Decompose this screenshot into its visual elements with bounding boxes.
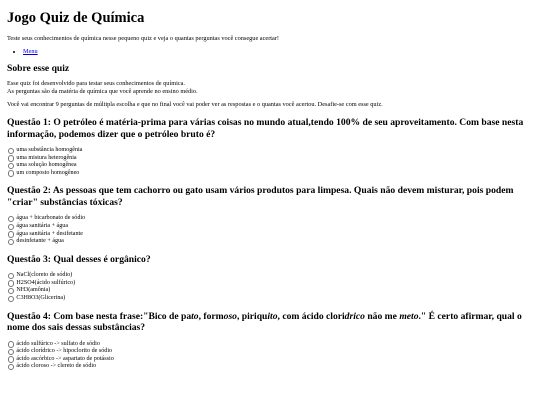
radio-button[interactable] <box>8 239 14 245</box>
intro-text: Teste seus conhecimentos de química nesse pequeno quiz e veja o quantas perguntas você consegue acertar! <box>7 35 280 42</box>
about-section <box>7 63 533 109</box>
option-label: uma substância homogênia <box>16 147 83 153</box>
option-label: uma solução homogênea <box>16 162 77 169</box>
option-label: água sanitária + água <box>16 222 69 229</box>
option-label: C3H8O3(Glicerina) <box>16 295 66 302</box>
about-line-3: Você vai encontrar 9 perguntas de múltipla escolha e que no final você vai poder ver as respostas e o quantas você acertou. Desafie-se com esse quiz. <box>7 101 383 108</box>
option-1[interactable] <box>7 215 533 223</box>
option-3[interactable] <box>7 162 533 170</box>
option-2[interactable] <box>7 155 533 163</box>
option-label: ácido sulfúrico -> sulfato de sódio <box>16 340 100 347</box>
option-label: um composto homogêneo <box>16 169 80 176</box>
options <box>7 341 533 371</box>
option-1[interactable] <box>7 341 533 349</box>
page-title: Jogo Quiz de Química <box>7 10 145 26</box>
nav-list <box>7 48 533 56</box>
option-label: água sanitária + desifetante <box>16 230 83 237</box>
option-label: NH3(amônia) <box>16 287 51 294</box>
option-1[interactable] <box>7 147 533 155</box>
option-4[interactable] <box>7 295 533 303</box>
about-heading: Sobre esse quiz <box>7 63 70 74</box>
radio-button[interactable] <box>8 280 14 286</box>
option-2[interactable] <box>7 223 533 231</box>
question-2 <box>7 185 533 245</box>
radio-button[interactable] <box>8 155 14 161</box>
option-1[interactable] <box>7 272 533 280</box>
nav-item-menu <box>23 48 533 56</box>
radio-button[interactable] <box>8 341 14 347</box>
option-4[interactable] <box>7 170 533 178</box>
radio-button[interactable] <box>8 231 14 237</box>
option-label: ácido cloroso -> clereto de sódio <box>16 363 97 370</box>
option-3[interactable] <box>7 231 533 239</box>
question-title: Questão 2: As pessoas que tem cachorro ou gato usam vários produtos para limpesa. Quais não devem misturar, pois podem "criar" substâncias tóxicas? <box>7 185 514 208</box>
radio-button[interactable] <box>8 288 14 294</box>
radio-button[interactable] <box>8 224 14 230</box>
option-label: NaCl(cloreto de sódio) <box>16 272 73 279</box>
radio-button[interactable] <box>8 148 14 154</box>
option-2[interactable] <box>7 280 533 288</box>
radio-button[interactable] <box>8 296 14 302</box>
question-1 <box>7 117 533 177</box>
question-title: Questão 3: Qual desses é orgânico? <box>7 253 151 265</box>
option-label: desinfetante + água <box>16 238 64 245</box>
question-title: Questão 4: Com base nesta frase:"Bico de pato, formoso, piriquito, com ácido cloridrico não me meto." É certo afirmar, qual o nome dos sais dessas substâncias? <box>7 310 522 334</box>
radio-button[interactable] <box>8 216 14 222</box>
radio-button[interactable] <box>8 356 14 362</box>
radio-button[interactable] <box>8 349 14 355</box>
option-3[interactable] <box>7 287 533 295</box>
question-3 <box>7 254 533 303</box>
option-4[interactable] <box>7 238 533 246</box>
radio-button[interactable] <box>8 170 14 176</box>
question-4 <box>7 311 533 371</box>
radio-button[interactable] <box>8 364 14 370</box>
radio-button[interactable] <box>8 163 14 169</box>
option-label: H2SO4(ácido sulfúrico) <box>16 279 76 286</box>
option-label: ácido clorídrico -> hipoclorito de sódio <box>16 348 113 355</box>
option-3[interactable] <box>7 356 533 364</box>
about-line-1: Esse quiz foi desenvolvido para testar seus conhecimentos de química. <box>7 80 186 87</box>
option-2[interactable] <box>7 348 533 356</box>
option-4[interactable] <box>7 363 533 371</box>
about-line-2: As perguntas são da matéria de química que você aprende no ensino médio. <box>7 88 198 95</box>
option-label: uma mistura heterogênia <box>16 154 77 161</box>
options <box>7 147 533 177</box>
options <box>7 272 533 302</box>
option-label: água + bicarbonato de sódio <box>16 215 86 222</box>
question-title: Questão 1: O petróleo é matéria-prima para várias coisas no mundo atual,tendo 100% de seu aproveitamento. Com base nesta informação, podemos dizer que o petróleo bruto é? <box>7 117 524 140</box>
radio-button[interactable] <box>8 273 14 279</box>
menu-link[interactable]: Menu <box>23 48 38 55</box>
option-label: ácido ascórbico -> aspartato de potássio <box>16 355 114 362</box>
options <box>7 215 533 245</box>
